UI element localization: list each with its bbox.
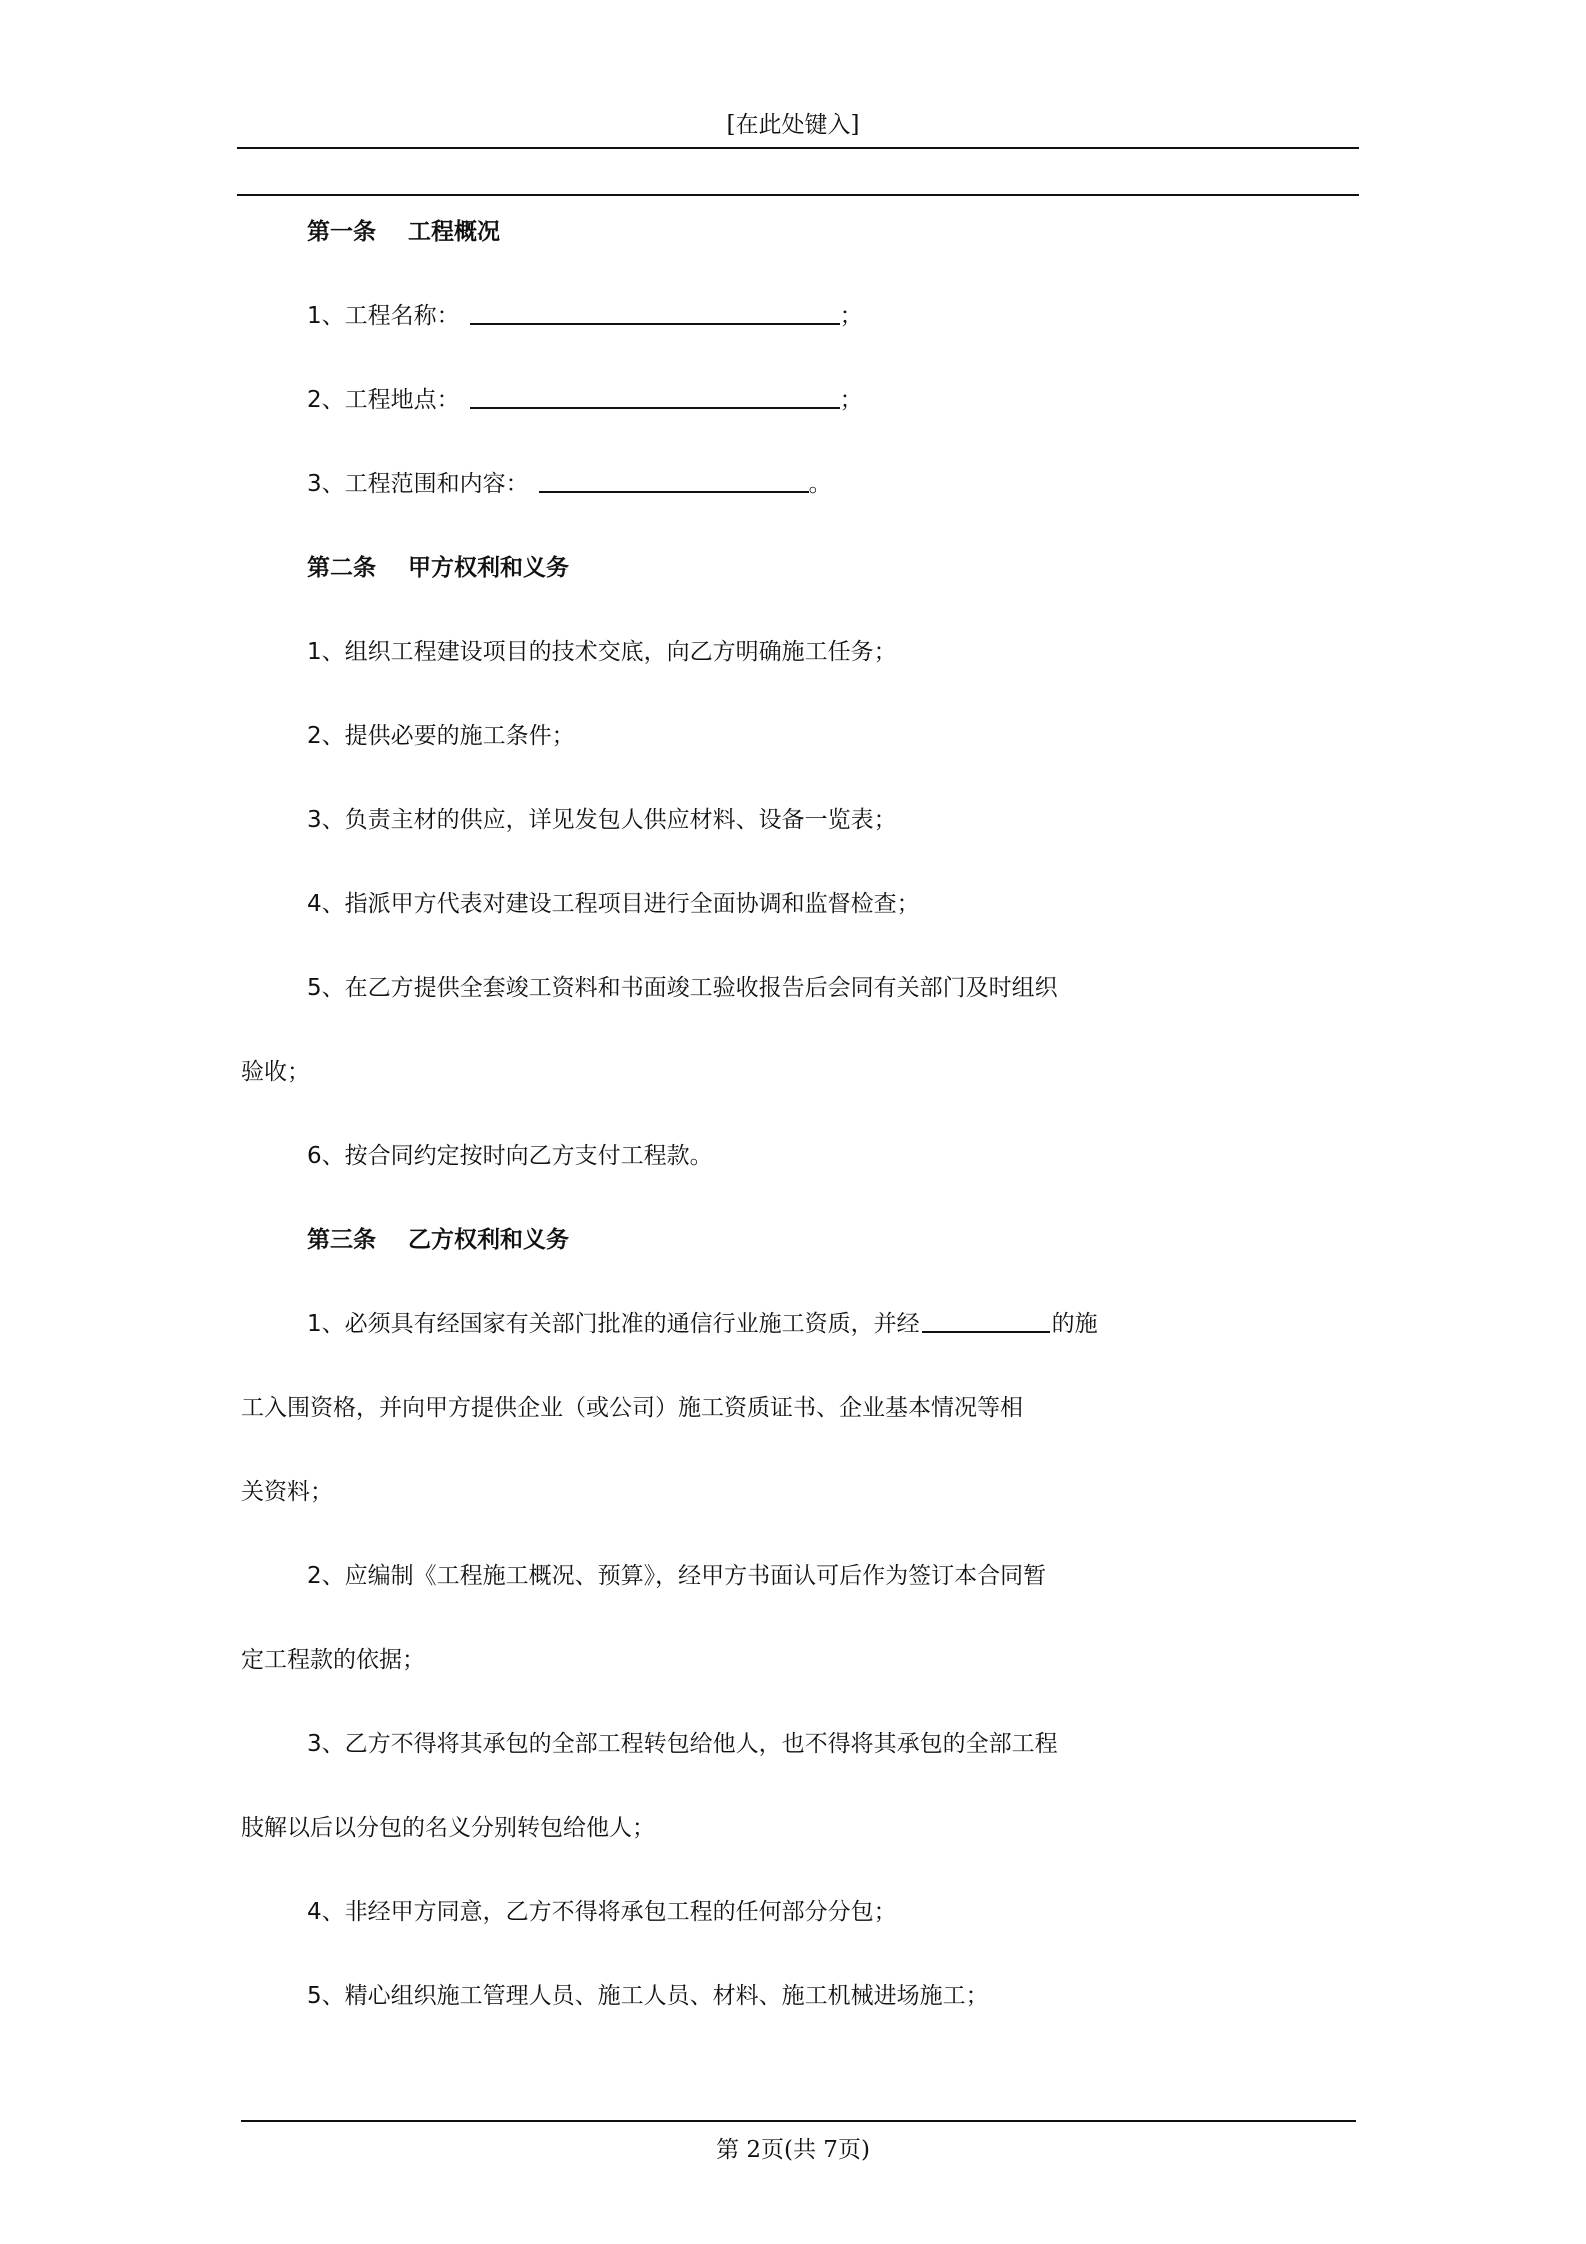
project-scope-blank — [539, 465, 809, 493]
article2-heading-number: 第二条 — [307, 555, 376, 581]
article3-item1-line1 — [307, 1282, 1586, 1366]
article3-item2-line2: 定工程款的依据； — [241, 1647, 425, 1673]
project-name-blank — [470, 297, 840, 325]
qualification-blank — [922, 1305, 1050, 1333]
project-name-label: 1、工程名称： — [307, 303, 460, 329]
article3-item3-line2: 肢解以后以分包的名义分别转包给他人； — [241, 1815, 655, 1841]
article1-heading-title: 工程概况 — [408, 219, 500, 245]
article3-item2-line1: 2、应编制《工程施工概况、预算》，经甲方书面认可后作为签订本合同暂 — [307, 1563, 1047, 1589]
project-location-label: 2、工程地点： — [307, 387, 460, 413]
article2-item5-line1: 5、在乙方提供全套竣工资料和书面竣工验收报告后会同有关部门及时组织 — [307, 975, 1058, 1001]
project-location-end: ； — [839, 387, 863, 413]
article2-item6: 6、按合同约定按时向乙方支付工程款。 — [307, 1143, 713, 1169]
page-footer: 第 2页(共 7页) — [716, 2137, 870, 2163]
article3-heading — [307, 1198, 1586, 1282]
article1-item-name — [307, 274, 1586, 358]
article3-item5: 5、精心组织施工管理人员、施工人员、材料、施工机械进场施工； — [307, 1983, 989, 2009]
article2-item1: 1、组织工程建设项目的技术交底，向乙方明确施工任务； — [307, 639, 897, 665]
page-header: [在此处键入] — [726, 112, 860, 138]
project-scope-label: 3、工程范围和内容： — [307, 471, 529, 497]
article3-heading-number: 第三条 — [307, 1227, 376, 1253]
article2-item4: 4、指派甲方代表对建设工程项目进行全面协调和监督检查； — [307, 891, 920, 917]
header-rule-top — [237, 147, 1359, 149]
project-name-end: ； — [839, 303, 863, 329]
article1-item-location — [307, 358, 1586, 442]
article2-heading-title: 甲方权利和义务 — [408, 555, 569, 581]
article2-item2: 2、提供必要的施工条件； — [307, 723, 575, 749]
article2-heading — [307, 526, 1586, 610]
article1-heading-number: 第一条 — [307, 219, 376, 245]
article3-heading-title: 乙方权利和义务 — [408, 1227, 569, 1253]
project-scope-end: 。 — [808, 471, 832, 497]
footer-rule — [241, 2120, 1356, 2122]
article1-heading — [307, 190, 1586, 274]
article3-item1-text-b: 的施 — [1051, 1311, 1098, 1337]
project-location-blank — [470, 381, 840, 409]
article2-item3: 3、负责主材的供应，详见发包人供应材料、设备一览表； — [307, 807, 897, 833]
article3-item4: 4、非经甲方同意，乙方不得将承包工程的任何部分分包； — [307, 1899, 897, 1925]
article2-item5-line2: 验收； — [241, 1059, 310, 1085]
article3-item3-line1: 3、乙方不得将其承包的全部工程转包给他人，也不得将其承包的全部工程 — [307, 1731, 1058, 1757]
article3-item1-line3: 关资料； — [241, 1479, 333, 1505]
article3-item1-line2: 工入围资格，并向甲方提供企业（或公司）施工资质证书、企业基本情况等相 — [241, 1395, 1023, 1421]
article1-item-scope — [307, 442, 1586, 526]
article3-item1-text-a: 1、必须具有经国家有关部门批准的通信行业施工资质，并经 — [307, 1311, 920, 1337]
